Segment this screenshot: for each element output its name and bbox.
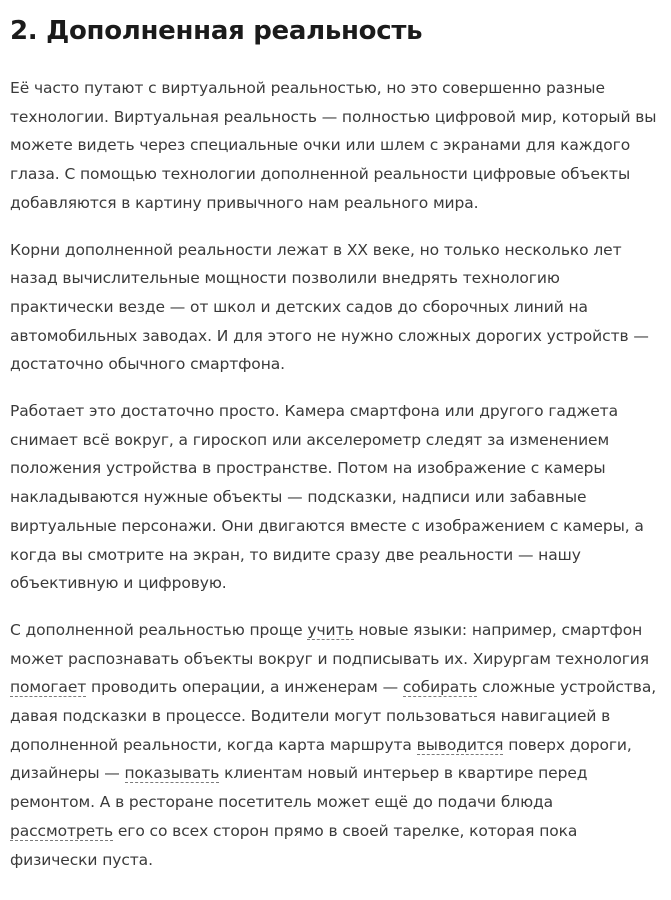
hint-link[interactable]: рассмотреть bbox=[10, 821, 114, 840]
hint-link[interactable]: выводится bbox=[416, 735, 504, 754]
paragraph bbox=[10, 236, 659, 380]
hint-link[interactable]: собирать bbox=[402, 678, 478, 697]
hint-link[interactable]: учить bbox=[307, 620, 354, 639]
paragraph-text: Корни дополненной реальности лежат в XX веке, но только несколько лет назад вычислительные мощности позволили внедрять технологию практически везде — от школ и детских садов до сборочных линий на автомобильных заводах. И для этого не нужно сложных дорогих устройств — достаточно обычного смартфона. bbox=[10, 240, 649, 374]
paragraph bbox=[10, 74, 659, 218]
hint-link[interactable]: помогает bbox=[10, 678, 87, 697]
paragraph-text: клиентам новый интерьер в квартире перед ремонтом. А в ресторане посетитель может ещё до подачи блюда bbox=[10, 764, 588, 812]
hint-link[interactable]: показывать bbox=[124, 764, 220, 783]
paragraph bbox=[10, 397, 659, 598]
paragraph-text: Работает это достаточно просто. Камера смартфона или другого гаджета снимает всё вокруг, а гироскоп или акселерометр следят за изменением положения устройства в пространстве. Потом на изображение с камеры накладываются нужные объекты — подсказки, надписи или забавные виртуальные персонажи. Они двигаются вместе с изображением с камеры, а когда вы смотрите на экран, то видите сразу две реальности — нашу объективную и цифровую. bbox=[10, 402, 644, 593]
paragraph bbox=[10, 616, 659, 874]
paragraph-text: новые языки: например, смартфон может распознавать объекты вокруг и подписывать их. Хирургам технология bbox=[10, 620, 649, 668]
paragraph-text: С дополненной реальностью проще bbox=[10, 620, 308, 639]
paragraph-text: его со всех сторон прямо в своей тарелке, которая пока физически пуста. bbox=[10, 821, 578, 869]
section-heading: 2. Дополненная реальность bbox=[10, 16, 423, 46]
paragraph-text: сложные устройства, давая подсказки в процессе. Водители могут пользоваться навигацией в дополненной реальности, когда карта маршрута bbox=[10, 678, 657, 754]
paragraph-text: проводить операции, а инженерам — bbox=[86, 678, 403, 697]
paragraph-text: поверх дороги, дизайнеры — bbox=[10, 735, 632, 783]
paragraph-text: Её часто путают с виртуальной реальностью, но это совершенно разные технологии. Виртуальная реальность — полностью цифровой мир, который вы можете видеть через специальные очки или шлем с экранами для каждого глаза. С помощью технологии дополненной реальности цифровые объекты добавляются в картину привычного нам реального мира. bbox=[10, 79, 657, 212]
